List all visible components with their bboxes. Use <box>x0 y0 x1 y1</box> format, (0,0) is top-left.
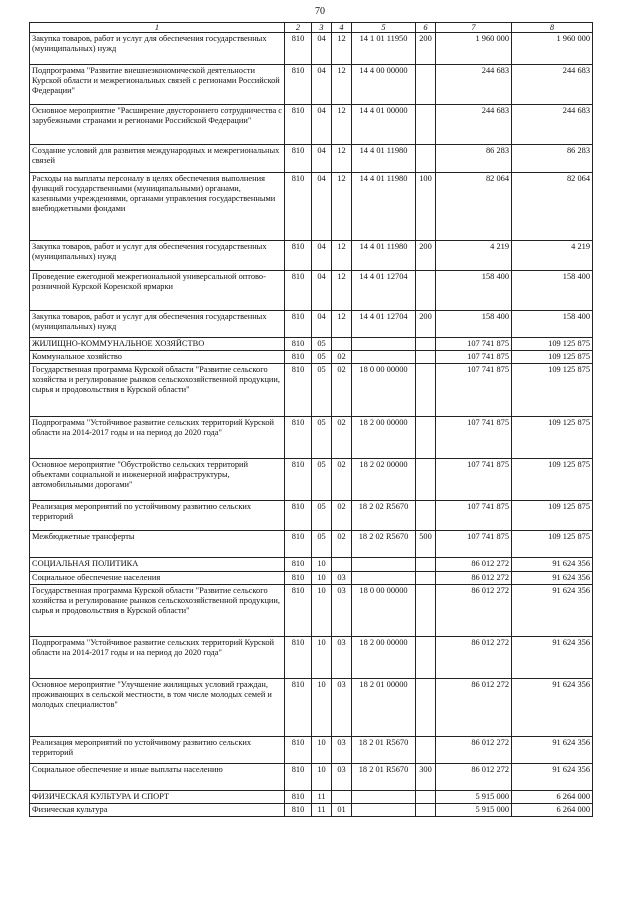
expense-type-cell <box>416 105 436 145</box>
expense-type-cell <box>416 145 436 173</box>
amount-year2-cell: 82 064 <box>512 173 593 241</box>
amount-year2-cell: 109 125 875 <box>512 459 593 501</box>
section-code-cell: 04 <box>312 105 332 145</box>
target-article-cell: 18 0 00 00000 <box>352 364 416 417</box>
amount-year1-cell: 86 012 272 <box>436 572 512 585</box>
amount-year1-cell: 107 741 875 <box>436 417 512 459</box>
target-article-cell <box>352 351 416 364</box>
expense-type-cell <box>416 585 436 637</box>
subsection-code-cell: 12 <box>332 271 352 311</box>
section-code-cell: 04 <box>312 241 332 271</box>
ministry-code-cell: 810 <box>285 531 312 558</box>
ministry-code-cell: 810 <box>285 338 312 351</box>
ministry-code-cell: 810 <box>285 572 312 585</box>
section-code-cell: 05 <box>312 338 332 351</box>
table-row <box>30 585 593 637</box>
expense-type-cell <box>416 417 436 459</box>
target-article-cell: 18 2 02 00000 <box>352 459 416 501</box>
subsection-code-cell: 02 <box>332 417 352 459</box>
item-name-cell: Основное мероприятие "Улучшение жилищных условий граждан, проживающих в сельской местности, в том числе молодых семей и молодых специалистов" <box>30 679 285 737</box>
amount-year2-cell: 91 624 356 <box>512 737 593 764</box>
table-row <box>30 311 593 338</box>
amount-year2-cell: 91 624 356 <box>512 572 593 585</box>
table-row <box>30 364 593 417</box>
section-code-cell: 11 <box>312 791 332 804</box>
section-code-cell: 05 <box>312 531 332 558</box>
amount-year2-cell: 109 125 875 <box>512 531 593 558</box>
item-name-cell: Коммунальное хозяйство <box>30 351 285 364</box>
target-article-cell: 18 2 02 R5670 <box>352 501 416 531</box>
amount-year2-cell: 158 400 <box>512 271 593 311</box>
target-article-cell: 14 4 00 00000 <box>352 65 416 105</box>
amount-year2-cell: 6 264 000 <box>512 791 593 804</box>
amount-year2-cell: 1 960 000 <box>512 33 593 65</box>
column-header: 5 <box>352 23 416 33</box>
table-row <box>30 501 593 531</box>
subsection-code-cell: 12 <box>332 65 352 105</box>
section-code-cell: 04 <box>312 33 332 65</box>
subsection-code-cell: 12 <box>332 173 352 241</box>
ministry-code-cell: 810 <box>285 764 312 791</box>
amount-year1-cell: 82 064 <box>436 173 512 241</box>
item-name-cell: Проведение ежегодной межрегиональной универсальной оптово-розничной Курской Коренской ярмарки <box>30 271 285 311</box>
item-name-cell: Социальное обеспечение населения <box>30 572 285 585</box>
amount-year1-cell: 5 915 000 <box>436 804 512 817</box>
amount-year1-cell: 86 012 272 <box>436 679 512 737</box>
table-row <box>30 145 593 173</box>
ministry-code-cell: 810 <box>285 65 312 105</box>
amount-year1-cell: 244 683 <box>436 105 512 145</box>
ministry-code-cell: 810 <box>285 459 312 501</box>
section-code-cell: 10 <box>312 558 332 572</box>
subsection-code-cell: 03 <box>332 572 352 585</box>
amount-year1-cell: 158 400 <box>436 271 512 311</box>
item-name-cell: ЖИЛИЩНО-КОММУНАЛЬНОЕ ХОЗЯЙСТВО <box>30 338 285 351</box>
amount-year2-cell: 244 683 <box>512 65 593 105</box>
amount-year1-cell: 5 915 000 <box>436 791 512 804</box>
subsection-code-cell: 03 <box>332 679 352 737</box>
column-header: 2 <box>285 23 312 33</box>
amount-year2-cell: 91 624 356 <box>512 558 593 572</box>
table-row <box>30 417 593 459</box>
item-name-cell: Государственная программа Курской области "Развитие сельского хозяйства и регулирование рынков сельскохозяйственной продукции, сырья и продовольствия в Курской области" <box>30 364 285 417</box>
item-name-cell: Подпрограмма "Устойчивое развитие сельских территорий Курской области на 2014-2017 годы и на период до 2020 года" <box>30 417 285 459</box>
subsection-code-cell: 03 <box>332 764 352 791</box>
expense-type-cell <box>416 459 436 501</box>
table-row <box>30 241 593 271</box>
amount-year1-cell: 1 960 000 <box>436 33 512 65</box>
section-code-cell: 04 <box>312 173 332 241</box>
section-code-cell: 04 <box>312 271 332 311</box>
ministry-code-cell: 810 <box>285 271 312 311</box>
subsection-code-cell: 03 <box>332 585 352 637</box>
table-row <box>30 351 593 364</box>
ministry-code-cell: 810 <box>285 804 312 817</box>
expense-type-cell: 200 <box>416 33 436 65</box>
expense-type-cell <box>416 558 436 572</box>
subsection-code-cell <box>332 558 352 572</box>
ministry-code-cell: 810 <box>285 501 312 531</box>
budget-table <box>29 22 593 817</box>
expense-type-cell <box>416 364 436 417</box>
target-article-cell <box>352 791 416 804</box>
header-row <box>30 23 593 33</box>
expense-type-cell: 200 <box>416 241 436 271</box>
target-article-cell <box>352 558 416 572</box>
subsection-code-cell: 02 <box>332 351 352 364</box>
target-article-cell <box>352 338 416 351</box>
expense-type-cell: 500 <box>416 531 436 558</box>
item-name-cell: ФИЗИЧЕСКАЯ КУЛЬТУРА И СПОРТ <box>30 791 285 804</box>
target-article-cell: 14 4 01 11980 <box>352 145 416 173</box>
target-article-cell: 18 2 00 00000 <box>352 417 416 459</box>
amount-year1-cell: 86 283 <box>436 145 512 173</box>
item-name-cell: Закупка товаров, работ и услуг для обеспечения государственных (муниципальных) нужд <box>30 33 285 65</box>
subsection-code-cell: 03 <box>332 737 352 764</box>
column-header: 3 <box>312 23 332 33</box>
section-code-cell: 10 <box>312 585 332 637</box>
amount-year1-cell: 86 012 272 <box>436 737 512 764</box>
section-code-cell: 10 <box>312 679 332 737</box>
expense-type-cell <box>416 65 436 105</box>
subsection-code-cell: 12 <box>332 105 352 145</box>
expense-type-cell: 200 <box>416 311 436 338</box>
ministry-code-cell: 810 <box>285 417 312 459</box>
item-name-cell: Физическая культура <box>30 804 285 817</box>
expense-type-cell <box>416 338 436 351</box>
expense-type-cell <box>416 637 436 679</box>
amount-year1-cell: 107 741 875 <box>436 351 512 364</box>
item-name-cell: Межбюджетные трансферты <box>30 531 285 558</box>
target-article-cell: 18 2 02 R5670 <box>352 531 416 558</box>
item-name-cell: Реализация мероприятий по устойчивому развитию сельских территорий <box>30 501 285 531</box>
ministry-code-cell: 810 <box>285 737 312 764</box>
expense-type-cell <box>416 501 436 531</box>
expense-type-cell <box>416 791 436 804</box>
target-article-cell <box>352 804 416 817</box>
section-code-cell: 10 <box>312 737 332 764</box>
amount-year2-cell: 91 624 356 <box>512 764 593 791</box>
amount-year1-cell: 107 741 875 <box>436 459 512 501</box>
amount-year2-cell: 109 125 875 <box>512 417 593 459</box>
expense-type-cell <box>416 351 436 364</box>
ministry-code-cell: 810 <box>285 679 312 737</box>
amount-year1-cell: 86 012 272 <box>436 637 512 679</box>
amount-year1-cell: 4 219 <box>436 241 512 271</box>
section-code-cell: 10 <box>312 764 332 791</box>
section-code-cell: 04 <box>312 145 332 173</box>
amount-year2-cell: 6 264 000 <box>512 804 593 817</box>
table-body <box>30 33 593 817</box>
amount-year2-cell: 91 624 356 <box>512 637 593 679</box>
subsection-code-cell: 12 <box>332 33 352 65</box>
column-header: 6 <box>416 23 436 33</box>
section-code-cell: 04 <box>312 311 332 338</box>
item-name-cell: Закупка товаров, работ и услуг для обеспечения государственных (муниципальных) нужд <box>30 241 285 271</box>
item-name-cell: Создание условий для развития международных и межрегиональных связей <box>30 145 285 173</box>
amount-year1-cell: 86 012 272 <box>436 558 512 572</box>
column-header: 1 <box>30 23 285 33</box>
expense-type-cell: 100 <box>416 173 436 241</box>
ministry-code-cell: 810 <box>285 241 312 271</box>
column-header: 7 <box>436 23 512 33</box>
subsection-code-cell <box>332 791 352 804</box>
target-article-cell: 14 1 01 11950 <box>352 33 416 65</box>
item-name-cell: Основное мероприятие "Обустройство сельских территорий объектами социальной и инженерной инфраструктуры, автомобильными дорогами" <box>30 459 285 501</box>
item-name-cell: Подпрограмма "Развитие внешнеэкономической деятельности Курской области и межрегиональных связей с регионами Российской Федерации" <box>30 65 285 105</box>
amount-year2-cell: 91 624 356 <box>512 585 593 637</box>
target-article-cell: 18 2 01 R5670 <box>352 737 416 764</box>
subsection-code-cell: 02 <box>332 459 352 501</box>
subsection-code-cell: 02 <box>332 501 352 531</box>
table-row <box>30 338 593 351</box>
ministry-code-cell: 810 <box>285 364 312 417</box>
table-row <box>30 459 593 501</box>
amount-year1-cell: 107 741 875 <box>436 531 512 558</box>
section-code-cell: 05 <box>312 364 332 417</box>
expense-type-cell <box>416 679 436 737</box>
ministry-code-cell: 810 <box>285 637 312 679</box>
amount-year1-cell: 86 012 272 <box>436 585 512 637</box>
target-article-cell: 14 4 01 11980 <box>352 241 416 271</box>
subsection-code-cell: 01 <box>332 804 352 817</box>
item-name-cell: Расходы на выплаты персоналу в целях обеспечения выполнения функций государственными (муниципальными) органами, казенными учреждениями, органами управления государственными внебюджетными фондами <box>30 173 285 241</box>
amount-year1-cell: 86 012 272 <box>436 764 512 791</box>
expense-type-cell <box>416 737 436 764</box>
section-code-cell: 11 <box>312 804 332 817</box>
section-code-cell: 05 <box>312 417 332 459</box>
expense-type-cell <box>416 271 436 311</box>
table-row <box>30 173 593 241</box>
target-article-cell: 14 4 01 00000 <box>352 105 416 145</box>
section-code-cell: 10 <box>312 637 332 679</box>
target-article-cell: 14 4 01 11980 <box>352 173 416 241</box>
target-article-cell: 18 2 01 R5670 <box>352 764 416 791</box>
item-name-cell: Государственная программа Курской области "Развитие сельского хозяйства и регулирование рынков сельскохозяйственной продукции, сырья и продовольствия в Курской области" <box>30 585 285 637</box>
table-row <box>30 804 593 817</box>
ministry-code-cell: 810 <box>285 145 312 173</box>
table-row <box>30 105 593 145</box>
subsection-code-cell: 03 <box>332 637 352 679</box>
subsection-code-cell: 12 <box>332 241 352 271</box>
table-row <box>30 637 593 679</box>
amount-year1-cell: 107 741 875 <box>436 338 512 351</box>
ministry-code-cell: 810 <box>285 311 312 338</box>
ministry-code-cell: 810 <box>285 33 312 65</box>
item-name-cell: СОЦИАЛЬНАЯ ПОЛИТИКА <box>30 558 285 572</box>
ministry-code-cell: 810 <box>285 558 312 572</box>
amount-year1-cell: 107 741 875 <box>436 501 512 531</box>
section-code-cell: 10 <box>312 572 332 585</box>
amount-year2-cell: 158 400 <box>512 311 593 338</box>
table-row <box>30 271 593 311</box>
expense-type-cell: 300 <box>416 764 436 791</box>
section-code-cell: 04 <box>312 65 332 105</box>
table-row <box>30 737 593 764</box>
amount-year1-cell: 107 741 875 <box>436 364 512 417</box>
amount-year2-cell: 109 125 875 <box>512 501 593 531</box>
subsection-code-cell: 02 <box>332 531 352 558</box>
expense-type-cell <box>416 804 436 817</box>
subsection-code-cell: 02 <box>332 364 352 417</box>
target-article-cell: 14 4 01 12704 <box>352 271 416 311</box>
item-name-cell: Основное мероприятие "Расширение двустороннего сотрудничества с зарубежными странами и регионами Российской Федерации" <box>30 105 285 145</box>
ministry-code-cell: 810 <box>285 791 312 804</box>
amount-year1-cell: 244 683 <box>436 65 512 105</box>
expense-type-cell <box>416 572 436 585</box>
target-article-cell <box>352 572 416 585</box>
amount-year2-cell: 4 219 <box>512 241 593 271</box>
item-name-cell: Подпрограмма "Устойчивое развитие сельских территорий Курской области на 2014-2017 годы и на период до 2020 года" <box>30 637 285 679</box>
amount-year1-cell: 158 400 <box>436 311 512 338</box>
ministry-code-cell: 810 <box>285 105 312 145</box>
amount-year2-cell: 109 125 875 <box>512 351 593 364</box>
ministry-code-cell: 810 <box>285 585 312 637</box>
item-name-cell: Социальное обеспечение и иные выплаты населению <box>30 764 285 791</box>
amount-year2-cell: 86 283 <box>512 145 593 173</box>
table-row <box>30 33 593 65</box>
amount-year2-cell: 91 624 356 <box>512 679 593 737</box>
subsection-code-cell <box>332 338 352 351</box>
amount-year2-cell: 244 683 <box>512 105 593 145</box>
amount-year2-cell: 109 125 875 <box>512 364 593 417</box>
target-article-cell: 14 4 01 12704 <box>352 311 416 338</box>
ministry-code-cell: 810 <box>285 173 312 241</box>
subsection-code-cell: 12 <box>332 311 352 338</box>
amount-year2-cell: 109 125 875 <box>512 338 593 351</box>
table-row <box>30 791 593 804</box>
target-article-cell: 18 0 00 00000 <box>352 585 416 637</box>
target-article-cell: 18 2 00 00000 <box>352 637 416 679</box>
item-name-cell: Реализация мероприятий по устойчивому развитию сельских территорий <box>30 737 285 764</box>
column-header: 4 <box>332 23 352 33</box>
subsection-code-cell: 12 <box>332 145 352 173</box>
item-name-cell: Закупка товаров, работ и услуг для обеспечения государственных (муниципальных) нужд <box>30 311 285 338</box>
table-row <box>30 65 593 105</box>
table-row <box>30 572 593 585</box>
table-row <box>30 558 593 572</box>
section-code-cell: 05 <box>312 351 332 364</box>
table-row <box>30 531 593 558</box>
table-row <box>30 679 593 737</box>
table-row <box>30 764 593 791</box>
section-code-cell: 05 <box>312 459 332 501</box>
ministry-code-cell: 810 <box>285 351 312 364</box>
page-number: 70 <box>315 6 325 17</box>
target-article-cell: 18 2 01 00000 <box>352 679 416 737</box>
section-code-cell: 05 <box>312 501 332 531</box>
column-header: 8 <box>512 23 593 33</box>
